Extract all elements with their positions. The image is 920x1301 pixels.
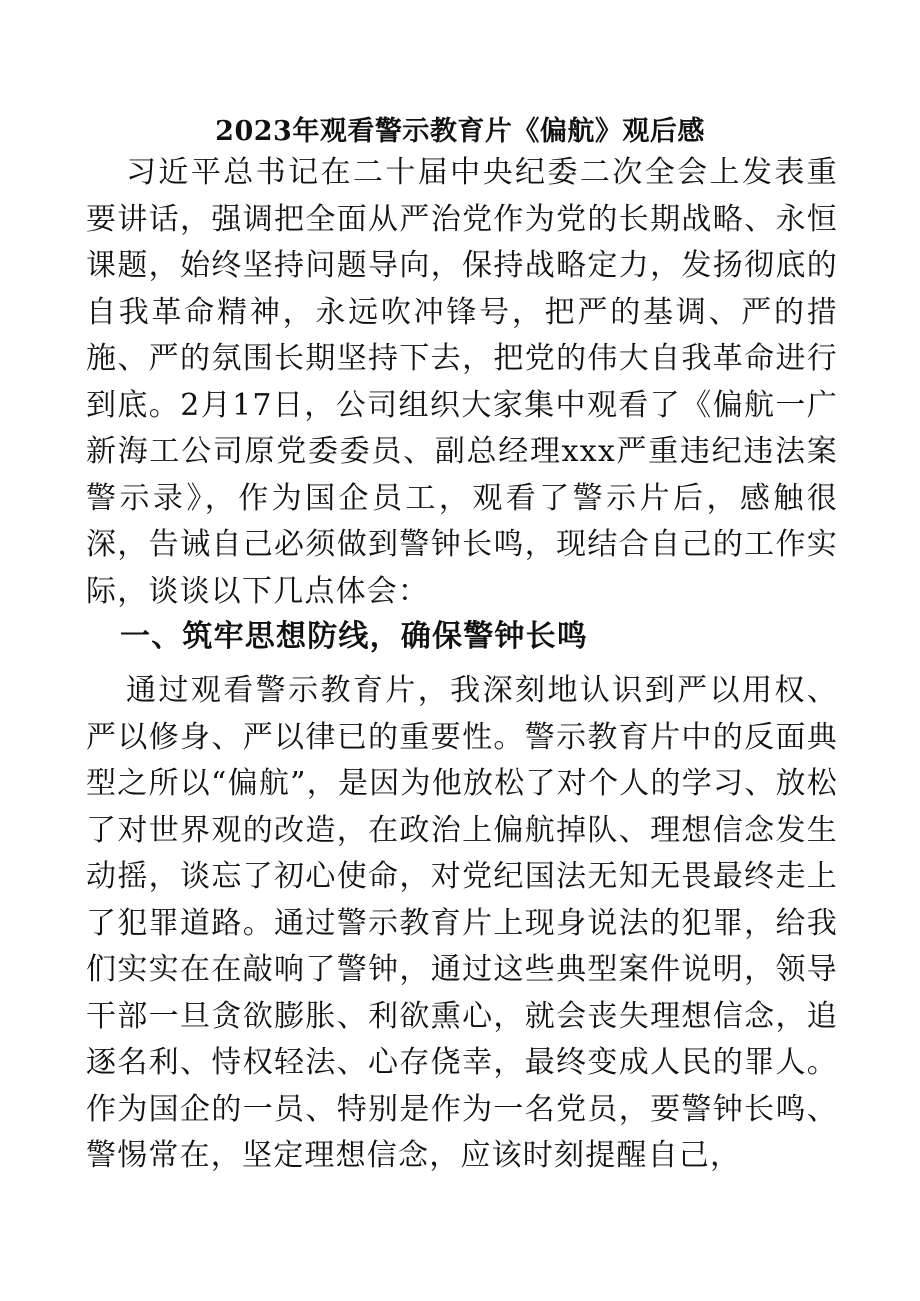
section-heading-1: 一、筑牢思想防线，确保警钟长鸣 — [120, 619, 588, 654]
document-title: 2023年观看警示教育片《偏航》观后感 — [215, 116, 705, 147]
paragraph-section-1: 通过观看警示教育片，我深刻地认识到严以用权、严以修身、严以律已的重要性。警示教育片中的反面典型之所以“偏航”，是因为他放松了对个人的学习、放松了对世界观的改造，在政治上偏航掉队、理想信念发生动摇，谈忘了初心使命，对党纪国法无知无畏最终走上了犯罪道路。通过警示教育片上现身说法的犯罪，给我们实实在在敲响了警钟，通过这些典型案件说明，领导干部一旦贪欲膨胀、利欲熏心，就会丧失理想信念，追逐名利、恃权轻法、心存侥幸，最终变成人民的罪人。作为国企的一员、特别是作为一名党员，要警钟长鸣、警惕常在，坚定理想信念，应该时刻提醒自己， — [86, 673, 838, 1173]
paragraph-intro: 习近平总书记在二十届中央纪委二次全会上发表重要讲话，强调把全面从严治党作为党的长期战略、永恒课题，始终坚持问题导向，保持战略定力，发扬彻底的自我革命精神，永远吹冲锋号，把严的基调、严的措施、严的氛围长期坚持下去，把党的伟大自我革命进行到底。2月17日，公司组织大家集中观看了《偏航一广新海工公司原党委委员、副总经理xxx严重违纪违法案警示录》，作为国企员工，观看了警示片后，感触很深，告诫自己必须做到警钟长鸣，现结合自己的工作实际，谈谈以下几点体会： — [86, 155, 838, 609]
